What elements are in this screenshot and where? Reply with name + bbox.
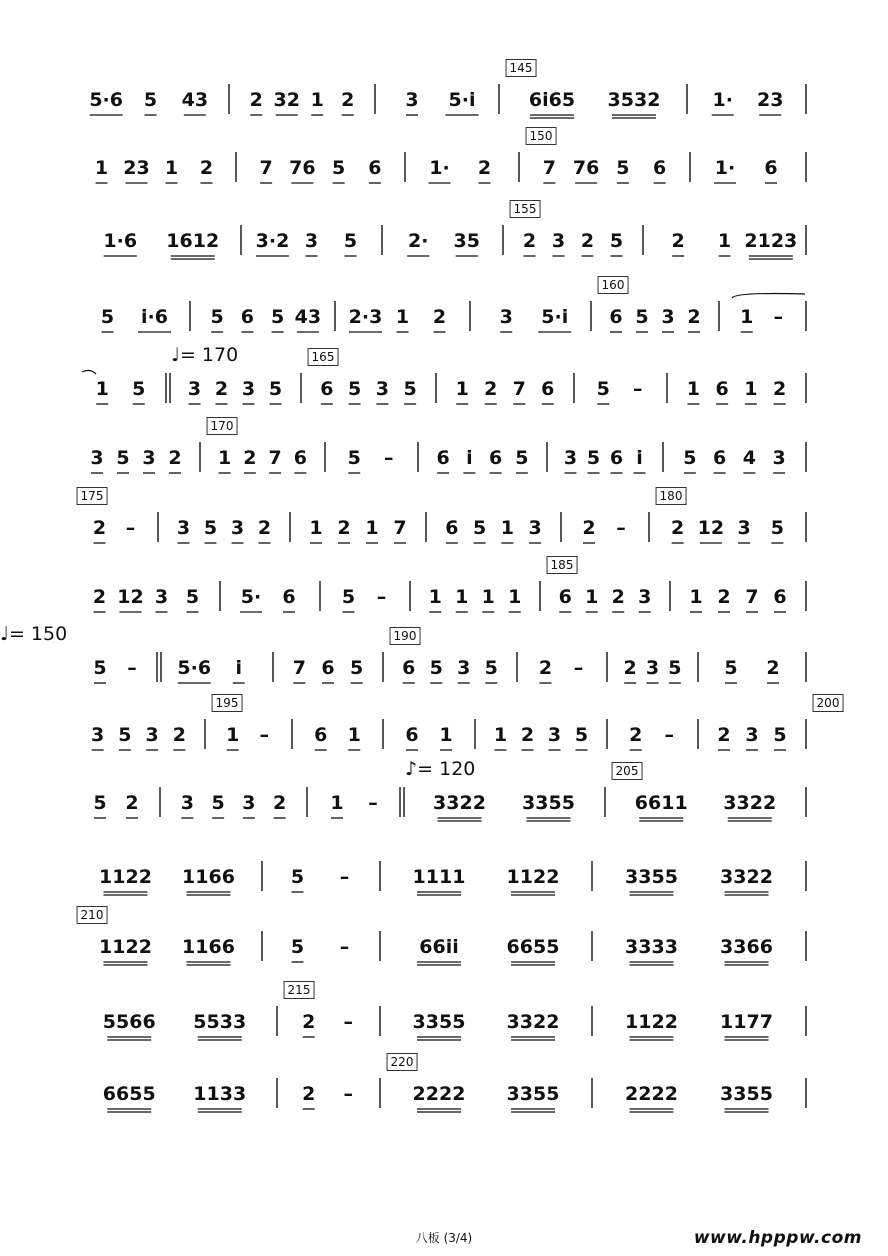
jianpu-note-group: 23 xyxy=(123,157,150,179)
jianpu-note-group: 6 xyxy=(489,447,503,469)
jianpu-note-group: 6 xyxy=(609,447,624,469)
jianpu-note-group: 1· xyxy=(714,157,736,179)
jianpu-note-group: 7 xyxy=(393,517,407,539)
jianpu-note-group: 5 xyxy=(429,657,443,679)
jianpu-note-group: 1 xyxy=(395,306,410,328)
jianpu-note-group: 5 xyxy=(118,724,132,746)
jianpu-note-group: 5 xyxy=(203,517,218,539)
jianpu-note-group: 6 xyxy=(293,447,307,469)
jianpu-note-group: – xyxy=(664,724,674,746)
jianpu-note-group: 5 xyxy=(473,517,487,539)
jianpu-note-group: 1 xyxy=(164,157,179,179)
jianpu-note-group: 3 xyxy=(187,378,202,400)
jianpu-note-group: 3322 xyxy=(506,1011,560,1033)
jianpu-note-group: 6 xyxy=(764,157,778,179)
site-watermark: www.hpppw.com xyxy=(693,1228,862,1248)
jianpu-note-group: 2222 xyxy=(412,1083,466,1105)
jianpu-note-group: 1 xyxy=(500,517,514,539)
jianpu-note-group: 6 xyxy=(715,378,729,400)
jianpu-note-group: 5 xyxy=(143,89,158,111)
jianpu-note-group: 3 xyxy=(90,447,104,469)
jianpu-note-group: – xyxy=(343,1011,353,1033)
jianpu-note-group: 1 xyxy=(455,586,469,608)
measure-number: 160 xyxy=(598,276,629,294)
jianpu-note-group: 1122 xyxy=(99,936,152,958)
jianpu-note-group: 2 xyxy=(249,89,263,111)
jianpu-note-group: 2 xyxy=(717,724,731,746)
jianpu-note-group: 3 xyxy=(304,230,319,252)
jianpu-note-group: 3 xyxy=(405,89,419,111)
tie-arc xyxy=(732,294,805,299)
jianpu-note-group: 5 xyxy=(596,378,610,400)
jianpu-note-group: 5 xyxy=(515,447,529,469)
jianpu-note-group: 32 xyxy=(273,89,300,111)
jianpu-note-group: 5533 xyxy=(193,1011,247,1033)
jianpu-note-group: 6 xyxy=(773,586,787,608)
jianpu-note-group: 2 xyxy=(432,306,447,328)
jianpu-note-group: 1· xyxy=(429,157,450,179)
jianpu-note-group: 1 xyxy=(309,517,323,539)
jianpu-note-group: 2 xyxy=(671,230,685,252)
measure-number: 180 xyxy=(656,487,687,505)
jianpu-note-group: 5 xyxy=(347,447,361,469)
jianpu-note-group: 1 xyxy=(226,724,240,746)
measure-number: 200 xyxy=(813,694,844,712)
measure-number: 205 xyxy=(612,762,643,780)
jianpu-note-group: 5 xyxy=(100,306,115,328)
jianpu-note-group: 5 xyxy=(343,230,358,252)
jianpu-note-group: – xyxy=(773,306,783,328)
jianpu-note-group: 5 xyxy=(332,157,346,179)
quarter-note-icon: ♩ xyxy=(0,623,9,645)
jianpu-note-group: 3355 xyxy=(412,1011,466,1033)
jianpu-note-group: 2 xyxy=(243,447,257,469)
jianpu-note-group: 3 xyxy=(645,657,660,679)
jianpu-note-group: 1 xyxy=(455,378,469,400)
jianpu-note-group: 2 xyxy=(766,657,780,679)
jianpu-note-group: 1612 xyxy=(166,230,220,252)
jianpu-note-group: 5·i xyxy=(448,89,476,111)
jianpu-note-group: 2 xyxy=(629,724,643,746)
jianpu-note-group: 1122 xyxy=(99,866,152,888)
measure-number: 220 xyxy=(387,1053,418,1071)
jianpu-note-group: 1 xyxy=(428,586,442,608)
jianpu-note-group: 1 xyxy=(508,586,522,608)
jianpu-note-group: – xyxy=(376,586,387,608)
jianpu-note-group: 5·6 xyxy=(177,657,212,679)
page-footer-title: 八板 (3/4) xyxy=(415,1231,473,1245)
jianpu-note-group: 1133 xyxy=(193,1083,247,1105)
jianpu-note-group: 2· xyxy=(408,230,429,252)
jianpu-note-group: – xyxy=(343,1083,353,1105)
jianpu-note-group: 3 xyxy=(241,378,256,400)
jianpu-note-group: 1 xyxy=(740,306,754,328)
jianpu-note-group: 5 xyxy=(93,657,107,679)
jianpu-note-group: 6 xyxy=(541,378,555,400)
jianpu-note-group: 23 xyxy=(757,89,784,111)
jianpu-note-group: 5566 xyxy=(102,1011,156,1033)
jianpu-note-group: 3 xyxy=(638,586,652,608)
jianpu-note-group: 5 xyxy=(574,724,589,746)
measure-number: 185 xyxy=(547,556,578,574)
jianpu-note-group: 1 xyxy=(94,157,109,179)
jianpu-note-group: 5 xyxy=(210,306,224,328)
tempo-mark xyxy=(0,623,67,645)
jianpu-note-group: 6 xyxy=(282,586,296,608)
jianpu-note-group: – xyxy=(573,657,584,679)
jianpu-note-group: 1 xyxy=(310,89,324,111)
jianpu-note-group: 2 xyxy=(214,378,229,400)
jianpu-note-group: 6 xyxy=(402,657,416,679)
jianpu-note-group: 6 xyxy=(436,447,450,469)
jianpu-note-group: 1 xyxy=(493,724,508,746)
jianpu-note-group: – xyxy=(339,936,350,958)
jianpu-note-group: 3 xyxy=(457,657,471,679)
jianpu-note-group: 3 xyxy=(142,447,156,469)
jianpu-note-group: 5· xyxy=(240,586,262,608)
jianpu-note-group: 12 xyxy=(117,586,144,608)
jianpu-note-group: 7 xyxy=(512,378,526,400)
jianpu-note-group: 5 xyxy=(484,657,498,679)
jianpu-note-group: 2 xyxy=(168,447,182,469)
jianpu-note-group: 2 xyxy=(477,157,492,179)
jianpu-note-group: 1·6 xyxy=(103,230,138,252)
jianpu-note-group: 7 xyxy=(745,586,759,608)
jianpu-note-group: 66ii xyxy=(419,936,459,958)
quarter-note-icon: ♩ xyxy=(171,344,180,366)
jianpu-note-group: 3355 xyxy=(625,866,678,888)
jianpu-note-group: 6611 xyxy=(634,792,688,814)
measure-number: 170 xyxy=(207,417,238,435)
jianpu-note-group: 3 xyxy=(242,792,256,814)
jianpu-note-group: 1 xyxy=(744,378,758,400)
jianpu-note-group: 43 xyxy=(181,89,209,111)
jianpu-note-group: 6655 xyxy=(506,936,560,958)
jianpu-note-group: 3 xyxy=(180,792,194,814)
jianpu-note-group: 6 xyxy=(314,724,328,746)
jianpu-note-group: 2 xyxy=(125,792,139,814)
jianpu-note-group: i xyxy=(235,657,243,679)
jianpu-note-group: 6 xyxy=(405,724,419,746)
jianpu-note-group: i·6 xyxy=(141,306,168,328)
jianpu-note-group: 1 xyxy=(686,378,700,400)
jianpu-note-group: 3 xyxy=(737,517,751,539)
jianpu-note-group: 1 xyxy=(585,586,599,608)
tempo-value: = 120 xyxy=(417,758,476,780)
jianpu-note-group: 3322 xyxy=(720,866,773,888)
jianpu-note-group: 2 xyxy=(623,657,637,679)
jianpu-note-group: 3322 xyxy=(723,792,777,814)
jianpu-note-group: 5 xyxy=(770,517,784,539)
jianpu-note-group: 5 xyxy=(348,378,362,400)
tempo-value: = 150 xyxy=(8,623,68,645)
measure-number: 210 xyxy=(77,906,108,924)
jianpu-note-group: 3 xyxy=(547,724,562,746)
jianpu-note-group: 5 xyxy=(268,378,283,400)
jianpu-note-group: 3 xyxy=(499,306,513,328)
measure-number: 155 xyxy=(510,200,541,218)
jianpu-note-group: i xyxy=(466,447,473,469)
tempo-value: = 170 xyxy=(179,344,239,366)
jianpu-note-group: 1122 xyxy=(506,866,560,888)
jianpu-note-group: 2 xyxy=(92,586,107,608)
jianpu-note-group: 2123 xyxy=(744,230,798,252)
tempo-mark xyxy=(405,758,475,780)
jianpu-note-group: 2 xyxy=(687,306,701,328)
jianpu-note-group: 5 xyxy=(635,306,649,328)
jianpu-note-group: 3355 xyxy=(522,792,575,814)
jianpu-note-group: 5 xyxy=(132,378,146,400)
jianpu-note-group: 3 xyxy=(375,378,389,400)
tempo-mark xyxy=(171,344,238,366)
jianpu-note-group: 3355 xyxy=(720,1083,773,1105)
jianpu-note-group: 6 xyxy=(609,306,623,328)
jianpu-note-group: 1122 xyxy=(625,1011,678,1033)
jianpu-note-group: 7 xyxy=(292,657,306,679)
jianpu-note-group: 2 xyxy=(520,724,535,746)
jianpu-note-group: 1166 xyxy=(182,866,235,888)
jianpu-note-group: 43 xyxy=(294,306,322,328)
jianpu-note-group: 5·i xyxy=(541,306,569,328)
jianpu-note-group: – xyxy=(384,447,394,469)
jianpu-note-group: 2 xyxy=(199,157,214,179)
measure-number: 215 xyxy=(284,981,315,999)
jianpu-note-group: 6655 xyxy=(102,1083,156,1105)
jianpu-note-group: i xyxy=(636,447,643,469)
jianpu-note-group: 3322 xyxy=(433,792,486,814)
jianpu-note-group: 2·3 xyxy=(348,306,383,328)
jianpu-note-group: 2222 xyxy=(625,1083,678,1105)
jianpu-note-group: 2 xyxy=(522,230,537,252)
jianpu-note-group: 2 xyxy=(172,724,186,746)
measure-number: 150 xyxy=(526,127,557,145)
jianpu-note-group: 6 xyxy=(240,306,254,328)
jianpu-note-group: 5·6 xyxy=(89,89,123,111)
jianpu-note-group: 6 xyxy=(320,378,334,400)
jianpu-note-group: 3 xyxy=(154,586,169,608)
jianpu-note-group: 1 xyxy=(365,517,379,539)
measure-number: 190 xyxy=(390,627,421,645)
jianpu-note-group: 2 xyxy=(582,517,596,539)
jianpu-note-group: 3 xyxy=(176,517,191,539)
jianpu-note-group: 6 xyxy=(713,447,727,469)
jianpu-note-group: 6 xyxy=(558,586,572,608)
jianpu-note-group: 5 xyxy=(773,724,787,746)
jianpu-note-group: 1 xyxy=(218,447,232,469)
jianpu-note-group: 3 xyxy=(563,447,578,469)
jianpu-note-group: 3 xyxy=(528,517,542,539)
jianpu-note-group: 2 xyxy=(92,517,107,539)
measure-number: 175 xyxy=(77,487,108,505)
measure-number: 195 xyxy=(212,694,243,712)
jianpu-note-group: 6 xyxy=(445,517,459,539)
measure-number: 145 xyxy=(506,59,537,77)
jianpu-note-group: 7 xyxy=(259,157,273,179)
jianpu-note-group: 7 xyxy=(268,447,282,469)
jianpu-note-group: 6i65 xyxy=(528,89,576,111)
measure-number: 165 xyxy=(308,348,339,366)
jianpu-note-group: 5 xyxy=(116,447,130,469)
jianpu-note-group: 5 xyxy=(185,586,200,608)
jianpu-note-group: 1· xyxy=(712,89,733,111)
jianpu-note-group: 5 xyxy=(271,306,285,328)
jianpu-note-group: 5 xyxy=(93,792,107,814)
jianpu-note-group: 5 xyxy=(341,586,356,608)
jianpu-note-group: 4 xyxy=(742,447,756,469)
jianpu-note-group: 3532 xyxy=(607,89,661,111)
jianpu-note-group: 6 xyxy=(653,157,667,179)
jianpu-note-group: 2 xyxy=(538,657,553,679)
jianpu-note-group: 3 xyxy=(91,724,105,746)
jianpu-note-group: 2 xyxy=(257,517,272,539)
jianpu-note-group: 1177 xyxy=(720,1011,773,1033)
jianpu-note-group: 5 xyxy=(211,792,225,814)
jianpu-note-group: 1 xyxy=(95,378,109,400)
jianpu-note-group: – xyxy=(339,866,350,888)
jianpu-note-group: 1 xyxy=(689,586,703,608)
jianpu-note-group: 1 xyxy=(481,586,495,608)
jianpu-note-group: – xyxy=(259,724,269,746)
jianpu-note-group: 1 xyxy=(330,792,344,814)
jianpu-note-group: 76 xyxy=(289,157,316,179)
jianpu-note-group: 1166 xyxy=(182,936,235,958)
jianpu-note-group: 2 xyxy=(717,586,731,608)
jianpu-note-group: 2 xyxy=(341,89,355,111)
jianpu-note-group: 5 xyxy=(616,157,630,179)
jianpu-note-group: 1 xyxy=(347,724,361,746)
jianpu-note-group: 3 xyxy=(772,447,786,469)
jianpu-note-group: 5 xyxy=(290,866,305,888)
jianpu-note-group: 1 xyxy=(717,230,732,252)
jianpu-note-group: 12 xyxy=(697,517,725,539)
jianpu-note-group: 5 xyxy=(290,936,305,958)
jianpu-note-group: 76 xyxy=(572,157,600,179)
jianpu-note-group: 3 xyxy=(661,306,675,328)
jianpu-note-group: 2 xyxy=(580,230,595,252)
jianpu-note-group: 3 xyxy=(551,230,566,252)
jianpu-note-group: 2 xyxy=(273,792,287,814)
jianpu-note-group: – xyxy=(127,657,137,679)
jianpu-note-group: 3·2 xyxy=(255,230,290,252)
jianpu-note-group: 1 xyxy=(439,724,453,746)
jianpu-note-group: 5 xyxy=(403,378,417,400)
tie-arc xyxy=(82,370,96,374)
jianpu-note-group: 5 xyxy=(724,657,738,679)
jianpu-note-group: 3366 xyxy=(720,936,773,958)
jianpu-note-group: 6 xyxy=(368,157,382,179)
jianpu-note-group: 6 xyxy=(321,657,335,679)
jianpu-note-group: 2 xyxy=(671,517,685,539)
jianpu-note-group: 1111 xyxy=(412,866,466,888)
jianpu-note-group: 35 xyxy=(453,230,480,252)
jianpu-note-group: 3333 xyxy=(625,936,678,958)
jianpu-note-group: 2 xyxy=(337,517,351,539)
jianpu-note-group: 5 xyxy=(609,230,624,252)
jianpu-note-group: 2 xyxy=(773,378,787,400)
jianpu-note-group: 5 xyxy=(586,447,601,469)
jianpu-note-group: – xyxy=(633,378,643,400)
jianpu-note-group: 3 xyxy=(230,517,245,539)
quarter-note-icon: ♪ xyxy=(405,758,418,780)
jianpu-note-group: 2 xyxy=(302,1083,316,1105)
jianpu-note-group: 2 xyxy=(611,586,625,608)
jianpu-note-group: 3 xyxy=(745,724,759,746)
jianpu-note-group: 5 xyxy=(350,657,364,679)
jianpu-note-group: 2 xyxy=(484,378,498,400)
jianpu-note-group: – xyxy=(616,517,626,539)
jianpu-note-group: 5 xyxy=(683,447,697,469)
jianpu-note-group: 2 xyxy=(302,1011,316,1033)
jianpu-note-group: 3355 xyxy=(506,1083,560,1105)
jianpu-note-group: 5 xyxy=(668,657,682,679)
jianpu-note-group: – xyxy=(125,517,136,539)
jianpu-note-group: – xyxy=(368,792,378,814)
jianpu-note-group: 7 xyxy=(542,157,556,179)
jianpu-note-group: 3 xyxy=(145,724,159,746)
